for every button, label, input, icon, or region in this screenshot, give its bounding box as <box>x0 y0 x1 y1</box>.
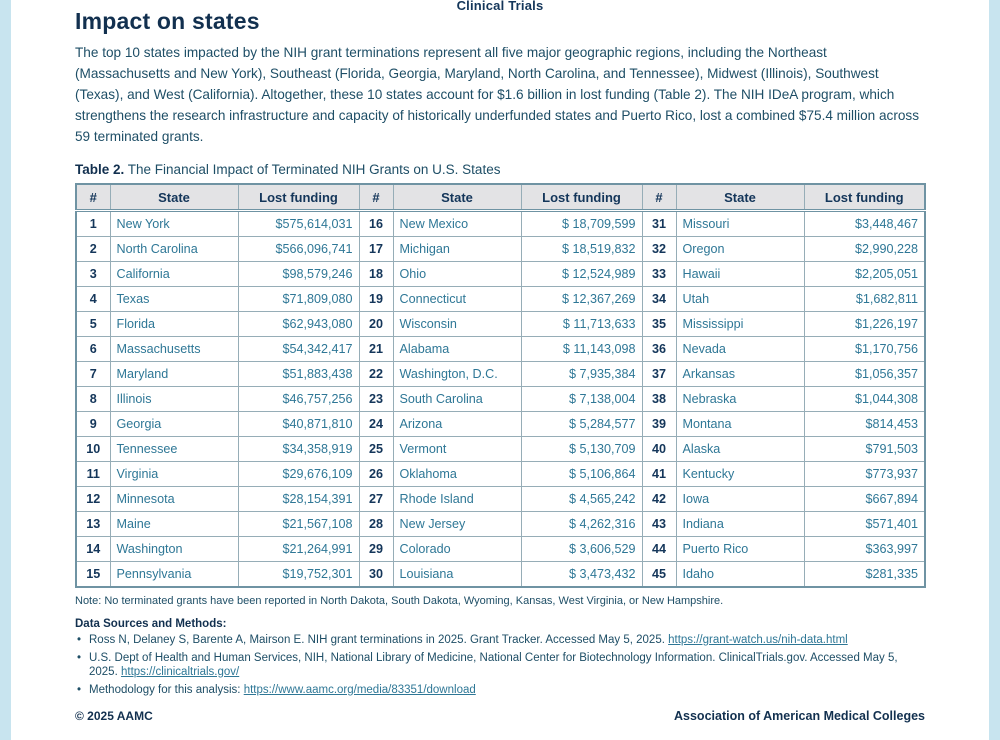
rank-cell: 39 <box>642 412 676 437</box>
table-row <box>76 487 925 512</box>
rank-cell: 43 <box>642 512 676 537</box>
table-row <box>76 337 925 362</box>
intro-paragraph: The top 10 states impacted by the NIH grant terminations represent all five major geographic regions, including the Northeast (Massachusetts and New York), Southeast (Florida, Georgia, Maryland, North Carolina, and Tennessee), Midwest (Illinois), Southwest (Texas), and West (California). Altogether, these 10 states account for $1.6 billion in lost funding (Table 2). The NIH IDeA program, which strengthens the research infrastructure and capacity of historically underfunded states and Puerto Rico, lost a combined $75.4 million across 59 terminated grants. <box>75 45 920 144</box>
funding-cell: $1,682,811 <box>804 287 925 312</box>
copyright-text: © 2025 AAMC <box>75 709 153 723</box>
rank-cell: 6 <box>76 337 110 362</box>
state-cell: Tennessee <box>110 437 238 462</box>
state-cell: Michigan <box>393 237 521 262</box>
funding-cell: $29,676,109 <box>238 462 359 487</box>
page-edge-left <box>0 0 11 740</box>
rank-cell: 35 <box>642 312 676 337</box>
funding-cell: $2,205,051 <box>804 262 925 287</box>
funding-cell: $ 5,284,577 <box>521 412 642 437</box>
state-cell: Vermont <box>393 437 521 462</box>
funding-cell: $281,335 <box>804 562 925 588</box>
source-text: Ross N, Delaney S, Barente A, Mairson E. NIH grant terminations in 2025. Grant Tracker. Accessed May 5, 2025. <box>89 634 669 646</box>
state-cell: Oregon <box>676 237 804 262</box>
state-cell: California <box>110 262 238 287</box>
state-cell: Iowa <box>676 487 804 512</box>
rank-cell: 5 <box>76 312 110 337</box>
table-row <box>76 312 925 337</box>
rank-cell: 41 <box>642 462 676 487</box>
table-row <box>76 362 925 387</box>
funding-cell: $1,056,357 <box>804 362 925 387</box>
sources-heading: Data Sources and Methods: <box>75 618 227 630</box>
rank-cell: 4 <box>76 287 110 312</box>
state-cell: North Carolina <box>110 237 238 262</box>
funding-cell: $2,990,228 <box>804 237 925 262</box>
state-cell: Minnesota <box>110 487 238 512</box>
state-cell: Maryland <box>110 362 238 387</box>
header-rank: # <box>359 184 393 211</box>
funding-cell: $1,170,756 <box>804 337 925 362</box>
state-cell: South Carolina <box>393 387 521 412</box>
state-cell: Massachusetts <box>110 337 238 362</box>
state-cell: Pennsylvania <box>110 562 238 588</box>
rank-cell: 9 <box>76 412 110 437</box>
rank-cell: 42 <box>642 487 676 512</box>
state-cell: Hawaii <box>676 262 804 287</box>
funding-cell: $773,937 <box>804 462 925 487</box>
header-state: State <box>393 184 521 211</box>
state-cell: Alaska <box>676 437 804 462</box>
state-cell: Colorado <box>393 537 521 562</box>
source-item <box>77 633 925 648</box>
funding-cell: $ 11,713,633 <box>521 312 642 337</box>
table-row <box>76 537 925 562</box>
funding-cell: $ 18,519,832 <box>521 237 642 262</box>
table-caption <box>75 162 925 177</box>
funding-cell: $51,883,438 <box>238 362 359 387</box>
state-cell: Ohio <box>393 262 521 287</box>
state-cell: Oklahoma <box>393 462 521 487</box>
funding-cell: $814,453 <box>804 412 925 437</box>
rank-cell: 22 <box>359 362 393 387</box>
funding-cell: $3,448,467 <box>804 211 925 237</box>
funding-cell: $21,567,108 <box>238 512 359 537</box>
state-cell: Utah <box>676 287 804 312</box>
rank-cell: 10 <box>76 437 110 462</box>
table-row <box>76 237 925 262</box>
funding-cell: $ 5,130,709 <box>521 437 642 462</box>
state-cell: Alabama <box>393 337 521 362</box>
table-caption-label: Table 2. <box>75 162 125 177</box>
table-row <box>76 287 925 312</box>
rank-cell: 8 <box>76 387 110 412</box>
rank-cell: 3 <box>76 262 110 287</box>
funding-cell: $ 7,935,384 <box>521 362 642 387</box>
rank-cell: 17 <box>359 237 393 262</box>
header-state: State <box>110 184 238 211</box>
rank-cell: 13 <box>76 512 110 537</box>
page-title: Impact on states <box>75 8 260 34</box>
funding-cell: $1,044,308 <box>804 387 925 412</box>
source-link[interactable]: https://clinicaltrials.gov/ <box>120 666 240 678</box>
funding-cell: $566,096,741 <box>238 237 359 262</box>
rank-cell: 15 <box>76 562 110 588</box>
states-table-body <box>76 211 925 588</box>
organization-name: Association of American Medical Colleges <box>674 709 925 723</box>
source-text: Methodology for this analysis: <box>89 683 244 696</box>
funding-cell: $40,871,810 <box>238 412 359 437</box>
state-cell: Illinois <box>110 387 238 412</box>
rank-cell: 11 <box>76 462 110 487</box>
funding-cell: $791,503 <box>804 437 925 462</box>
state-cell: Idaho <box>676 562 804 588</box>
funding-cell: $21,264,991 <box>238 537 359 562</box>
rank-cell: 19 <box>359 287 393 312</box>
funding-cell: $ 11,143,098 <box>521 337 642 362</box>
funding-cell: $ 12,524,989 <box>521 262 642 287</box>
funding-cell: $363,997 <box>804 537 925 562</box>
rank-cell: 24 <box>359 412 393 437</box>
funding-cell: $ 18,709,599 <box>521 211 642 237</box>
table-row <box>76 512 925 537</box>
funding-cell: $19,752,301 <box>238 562 359 588</box>
state-cell: Wisconsin <box>393 312 521 337</box>
state-cell: Kentucky <box>676 462 804 487</box>
state-cell: Arizona <box>393 412 521 437</box>
rank-cell: 27 <box>359 487 393 512</box>
state-cell: Rhode Island <box>393 487 521 512</box>
header-rank: # <box>76 184 110 211</box>
page-edge-right <box>989 0 1000 740</box>
bullet-icon: • <box>77 651 82 664</box>
state-cell: Mississippi <box>676 312 804 337</box>
funding-cell: $46,757,256 <box>238 387 359 412</box>
state-cell: New Jersey <box>393 512 521 537</box>
table-row <box>76 562 925 588</box>
rank-cell: 14 <box>76 537 110 562</box>
rank-cell: 16 <box>359 211 393 237</box>
state-cell: New Mexico <box>393 211 521 237</box>
page-footer <box>75 709 925 723</box>
table-row <box>76 412 925 437</box>
bullet-icon: • <box>77 683 82 696</box>
table-row <box>76 211 925 237</box>
header-funding: Lost funding <box>238 184 359 211</box>
state-cell: Georgia <box>110 412 238 437</box>
rank-cell: 34 <box>642 287 676 312</box>
state-cell: Louisiana <box>393 562 521 588</box>
rank-cell: 28 <box>359 512 393 537</box>
funding-cell: $ 3,606,529 <box>521 537 642 562</box>
rank-cell: 1 <box>76 211 110 237</box>
header-funding: Lost funding <box>804 184 925 211</box>
rank-cell: 25 <box>359 437 393 462</box>
rank-cell: 31 <box>642 211 676 237</box>
state-cell: Connecticut <box>393 287 521 312</box>
state-cell: Washington, D.C. <box>393 362 521 387</box>
funding-cell: $ 7,138,004 <box>521 387 642 412</box>
table-row <box>76 462 925 487</box>
table-note: Note: No terminated grants have been reported in North Dakota, South Dakota, Wyoming, Kansas, West Virginia, or New Hampshire. <box>75 595 724 607</box>
state-cell: Nebraska <box>676 387 804 412</box>
state-cell: Puerto Rico <box>676 537 804 562</box>
funding-cell: $1,226,197 <box>804 312 925 337</box>
state-cell: New York <box>110 211 238 237</box>
rank-cell: 26 <box>359 462 393 487</box>
sources-list <box>75 633 925 697</box>
previous-section-caption: Clinical Trials <box>456 0 544 13</box>
rank-cell: 37 <box>642 362 676 387</box>
rank-cell: 29 <box>359 537 393 562</box>
table-row <box>76 437 925 462</box>
rank-cell: 44 <box>642 537 676 562</box>
rank-cell: 7 <box>76 362 110 387</box>
table-caption-text: The Financial Impact of Terminated NIH Grants on U.S. States <box>124 162 501 177</box>
state-cell: Missouri <box>676 211 804 237</box>
state-cell: Florida <box>110 312 238 337</box>
state-cell: Arkansas <box>676 362 804 387</box>
funding-cell: $28,154,391 <box>238 487 359 512</box>
funding-cell: $34,358,919 <box>238 437 359 462</box>
state-cell: Virginia <box>110 462 238 487</box>
state-cell: Montana <box>676 412 804 437</box>
rank-cell: 33 <box>642 262 676 287</box>
funding-cell: $571,401 <box>804 512 925 537</box>
rank-cell: 21 <box>359 337 393 362</box>
rank-cell: 12 <box>76 487 110 512</box>
funding-cell: $62,943,080 <box>238 312 359 337</box>
rank-cell: 38 <box>642 387 676 412</box>
funding-cell: $ 5,106,864 <box>521 462 642 487</box>
states-funding-table <box>75 183 926 588</box>
source-link[interactable]: https://grant-watch.us/nih-data.html <box>668 634 848 646</box>
source-text: U.S. Dept of Health and Human Services, NIH, National Library of Medicine, National Center for Biotechnology Information. ClinicalTrials.gov. Accessed May 5, 2025. <box>89 651 898 678</box>
rank-cell: 40 <box>642 437 676 462</box>
rank-cell: 18 <box>359 262 393 287</box>
rank-cell: 2 <box>76 237 110 262</box>
header-state: State <box>676 184 804 211</box>
state-cell: Washington <box>110 537 238 562</box>
header-funding: Lost funding <box>521 184 642 211</box>
rank-cell: 23 <box>359 387 393 412</box>
funding-cell: $71,809,080 <box>238 287 359 312</box>
rank-cell: 45 <box>642 562 676 588</box>
bullet-icon: • <box>77 634 82 646</box>
funding-cell: $575,614,031 <box>238 211 359 237</box>
rank-cell: 32 <box>642 237 676 262</box>
source-item <box>77 651 925 680</box>
state-cell: Indiana <box>676 512 804 537</box>
funding-cell: $ 12,367,269 <box>521 287 642 312</box>
funding-cell: $ 4,262,316 <box>521 512 642 537</box>
source-link[interactable]: https://www.aamc.org/media/83351/download <box>243 683 476 696</box>
state-cell: Nevada <box>676 337 804 362</box>
state-cell: Maine <box>110 512 238 537</box>
funding-cell: $98,579,246 <box>238 262 359 287</box>
funding-cell: $667,894 <box>804 487 925 512</box>
funding-cell: $ 3,473,432 <box>521 562 642 588</box>
table-row <box>76 387 925 412</box>
table-row <box>76 262 925 287</box>
funding-cell: $54,342,417 <box>238 337 359 362</box>
table-header-row <box>76 184 925 211</box>
rank-cell: 20 <box>359 312 393 337</box>
source-item <box>77 683 925 698</box>
header-rank: # <box>642 184 676 211</box>
state-cell: Texas <box>110 287 238 312</box>
rank-cell: 36 <box>642 337 676 362</box>
rank-cell: 30 <box>359 562 393 588</box>
funding-cell: $ 4,565,242 <box>521 487 642 512</box>
